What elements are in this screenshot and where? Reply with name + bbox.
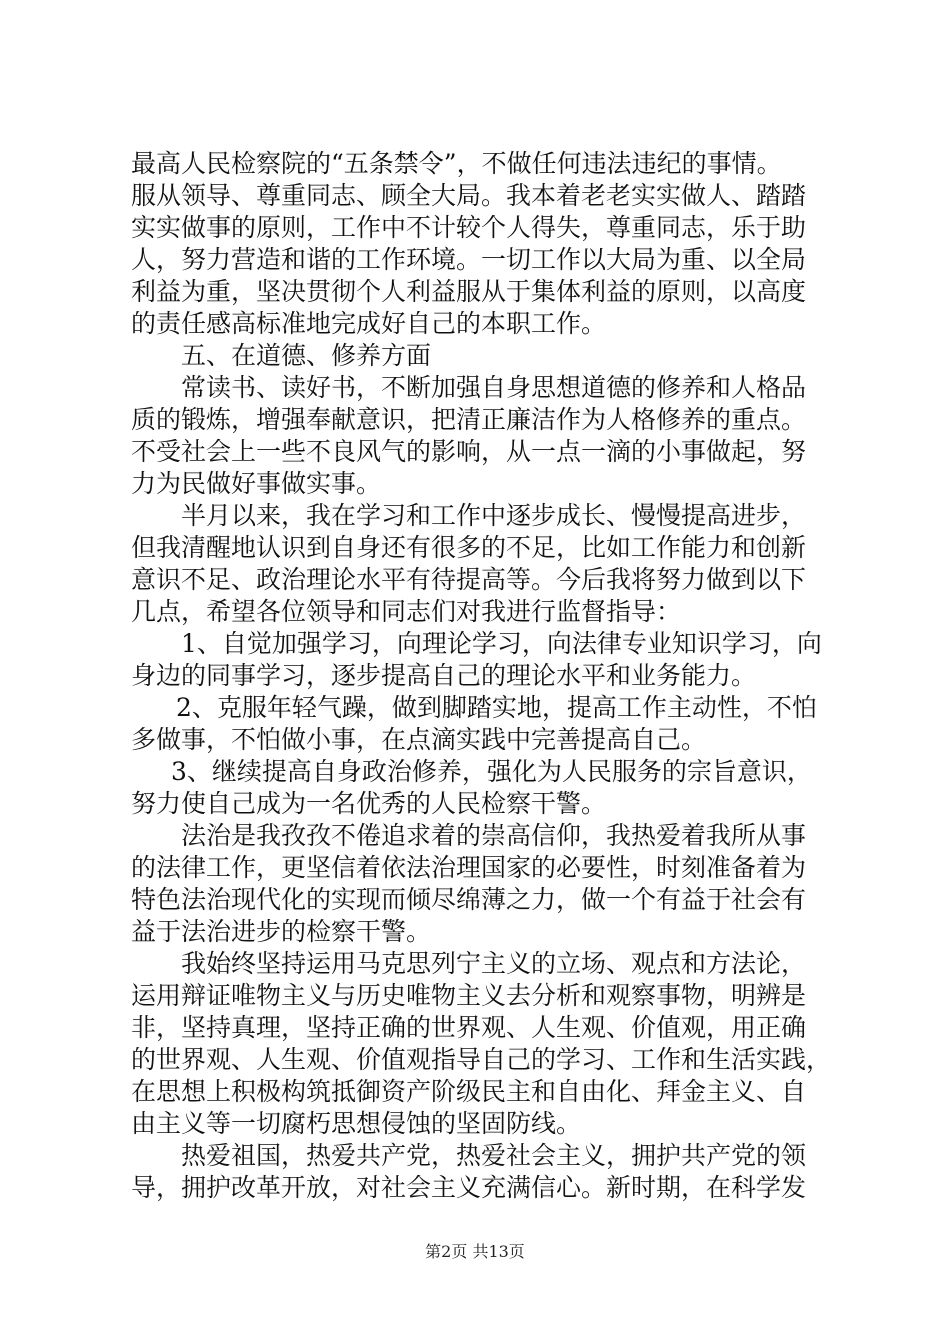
text-line: 身边的同事学习，逐步提高自己的理论水平和业务能力。 bbox=[131, 661, 757, 690]
text-line: 意识不足、政治理论水平有待提高等。今后我将努力做到以下 bbox=[131, 565, 807, 594]
text-line: 努力使自己成为一名优秀的人民检察干警。 bbox=[131, 789, 607, 818]
text-line: 由主义等一切腐朽思想侵蚀的坚固防线。 bbox=[131, 1109, 582, 1138]
text-line: 法治是我孜孜不倦追求着的崇高信仰，我热爱着我所从事 bbox=[181, 821, 807, 850]
text-line: 五、在道德、修养方面 bbox=[181, 341, 432, 370]
body-text bbox=[131, 148, 843, 1204]
text-line: 几点，希望各位领导和同志们对我进行监督指导： bbox=[131, 597, 682, 626]
text-line: 的法律工作，更坚信着依法治理国家的必要性，时刻准备着为 bbox=[131, 853, 807, 882]
text-line: 运用辩证唯物主义与历史唯物主义去分析和观察事物，明辨是 bbox=[131, 981, 807, 1010]
text-line: 常读书、读好书，不断加强自身思想道德的修养和人格品 bbox=[181, 373, 807, 402]
text-line: 人，努力营造和谐的工作环境。一切工作以大局为重、以全局 bbox=[131, 245, 807, 274]
text-line: 在思想上积极构筑抵御资产阶级民主和自由化、拜金主义、自 bbox=[131, 1077, 807, 1106]
text-line: 但我清醒地认识到自身还有很多的不足，比如工作能力和创新 bbox=[131, 533, 807, 562]
text-line: 益于法治进步的检察干警。 bbox=[131, 917, 432, 946]
text-line: 的世界观、人生观、价值观指导自己的学习、工作和生活实践， bbox=[131, 1045, 832, 1074]
text-line: 导，拥护改革开放，对社会主义充满信心。新时期，在科学发 bbox=[131, 1173, 807, 1202]
text-line: 非，坚持真理，坚持正确的世界观、人生观、价值观，用正确 bbox=[131, 1013, 807, 1042]
text-line: 利益为重，坚决贯彻个人利益服从于集体利益的原则，以高度 bbox=[131, 277, 807, 306]
text-line: 我始终坚持运用马克思列宁主义的立场、观点和方法论， bbox=[181, 949, 807, 978]
text-line: 3、继续提高自身政治修养，强化为人民服务的宗旨意识， bbox=[171, 757, 812, 786]
text-line: 的责任感高标准地完成好自己的本职工作。 bbox=[131, 309, 607, 338]
text-line: 2、克服年轻气躁，做到脚踏实地，提高工作主动性，不怕 bbox=[176, 693, 817, 722]
text-line: 特色法治现代化的实现而倾尽绵薄之力，做一个有益于社会有 bbox=[131, 885, 807, 914]
text-line: 质的锻炼，增强奉献意识，把清正廉洁作为人格修养的重点。 bbox=[131, 405, 807, 434]
page-number-footer: 第2页 共13页 bbox=[425, 1242, 525, 1261]
text-line: 半月以来，我在学习和工作中逐步成长、慢慢提高进步， bbox=[181, 501, 807, 530]
text-line: 实实做事的原则，工作中不计较个人得失，尊重同志，乐于助 bbox=[131, 213, 807, 242]
text-line: 最高人民检察院的“五条禁令”，不做任何违法违纪的事情。 bbox=[131, 149, 782, 178]
text-line: 力为民做好事做实事。 bbox=[131, 469, 382, 498]
text-line: 服从领导、尊重同志、顾全大局。我本着老老实实做人、踏踏 bbox=[131, 181, 807, 210]
text-line: 不受社会上一些不良风气的影响，从一点一滴的小事做起，努 bbox=[131, 437, 807, 466]
text-line: 热爱祖国，热爱共产党，热爱社会主义，拥护共产党的领 bbox=[181, 1141, 807, 1170]
text-line: 1、自觉加强学习，向理论学习，向法律专业知识学习，向 bbox=[181, 629, 822, 658]
text-line: 多做事，不怕做小事，在点滴实践中完善提高自己。 bbox=[131, 725, 707, 754]
